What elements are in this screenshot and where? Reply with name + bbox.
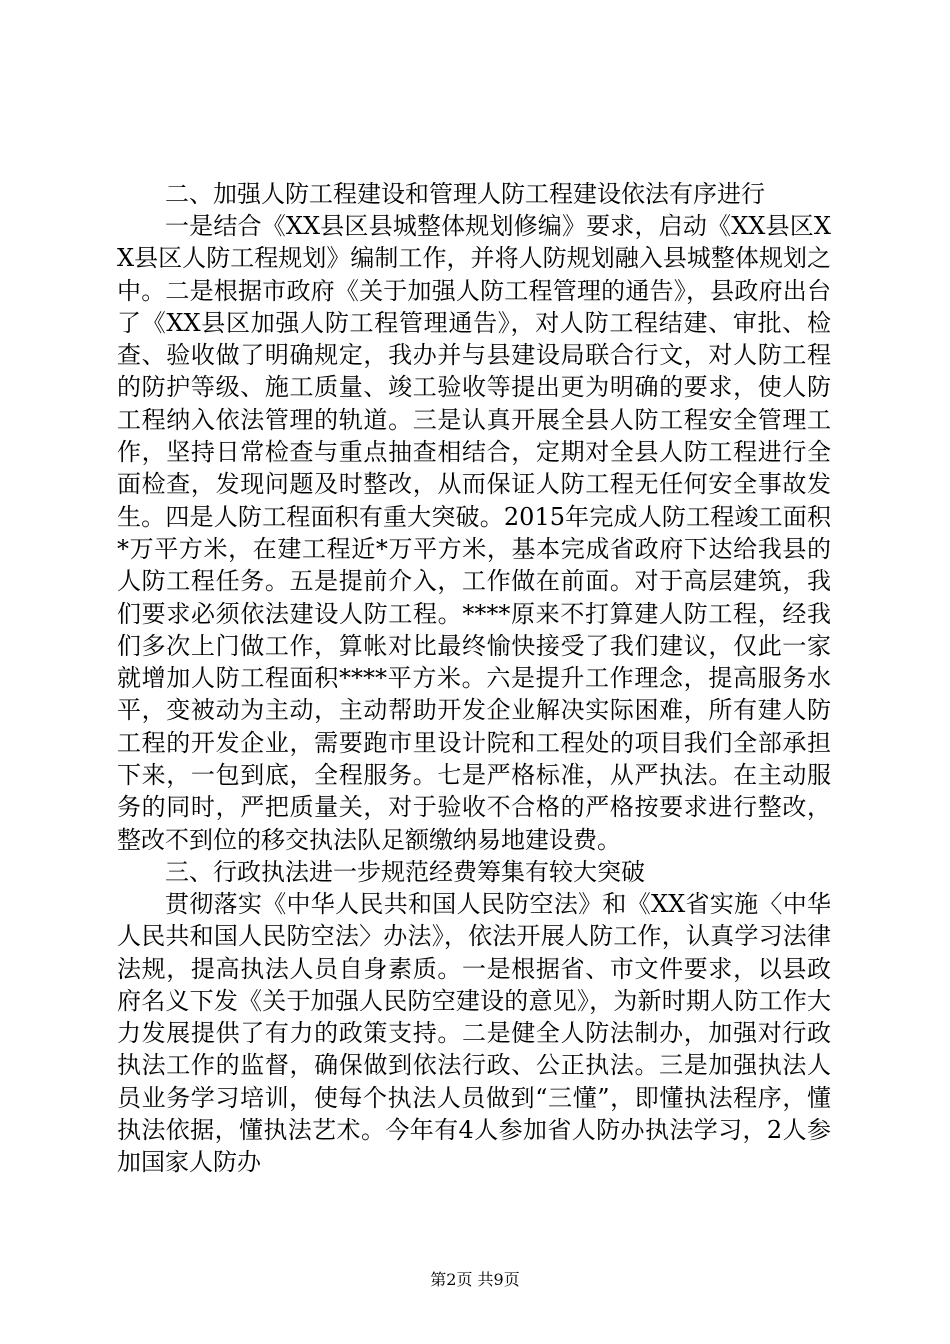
section-heading-3: 三、行政执法进一步规范经费筹集有较大突破 — [165, 857, 645, 886]
page-number-footer: 第2页 共9页 — [430, 1270, 520, 1289]
section-heading-2: 二、加强人防工程建设和管理人防工程建设依法有序进行 — [165, 180, 765, 208]
section-paragraph-3: 贯彻落实《中华人民共和国人民防空法》和《XX省实施〈中华人民共和国人民防空法〉办法》，依法开展人防工作，认真学习法律法规，提高执法人员自身素质。一是根据省、市文件要求，以县政府名义下发《关于加强人民防空建设的意见》，为新时期人防工作大力发展提供了有力的政策支持。二是健全人防法制办，加强对行政执法工作的监督，确保做到依法行政、公正执法。三是加强执法人员业务学习培训，使每个执法人员做到“三懂”，即懂执法程序，懂执法依据，懂执法艺术。今年有4人参加省人防办执法学习，2人参加国家人防办 — [117, 889, 831, 1177]
section-paragraph-2: 一是结合《XX县区县城整体规划修编》要求，启动《XX县区XX县区人防工程规划》编制工作，并将人防规划融入县城整体规划之中。二是根据市政府《关于加强人防工程管理的通告》，县政府出台了《XX县区加强人防工程管理通告》，对人防工程结建、审批、检查、验收做了明确规定，我办并与县建设局联合行文，对人防工程的防护等级、施工质量、竣工验收等提出更为明确的要求，使人防工程纳入依法管理的轨道。三是认真开展全县人防工程安全管理工作，坚持日常检查与重点抽查相结合，定期对全县人防工程进行全面检查，发现问题及时整改，从而保证人防工程无任何安全事故发生。四是人防工程面积有重大突破。2015年完成人防工程竣工面积*万平方米，在建工程近*万平方米，基本完成省政府下达给我县的人防工程任务。五是提前介入，工作做在前面。对于高层建筑，我们要求必须依法建设人防工程。****原来不打算建人防工程，经我们多次上门做工作，算帐对比最终愉快接受了我们建议，仅此一家就增加人防工程面积****平方米。六是提升工作理念，提高服务水平，变被动为主动，主动帮助开发企业解决实际困难，所有建人防工程的开发企业，需要跑市里设计院和工程处的项目我们全部承担下来，一包到底，全程服务。七是严格标准，从严执法。在主动服务的同时，严把质量关，对于验收不合格的严格按要求进行整改，整改不到位的移交执法队足额缴纳易地建设费。 — [117, 212, 831, 854]
document-body — [117, 178, 831, 1179]
